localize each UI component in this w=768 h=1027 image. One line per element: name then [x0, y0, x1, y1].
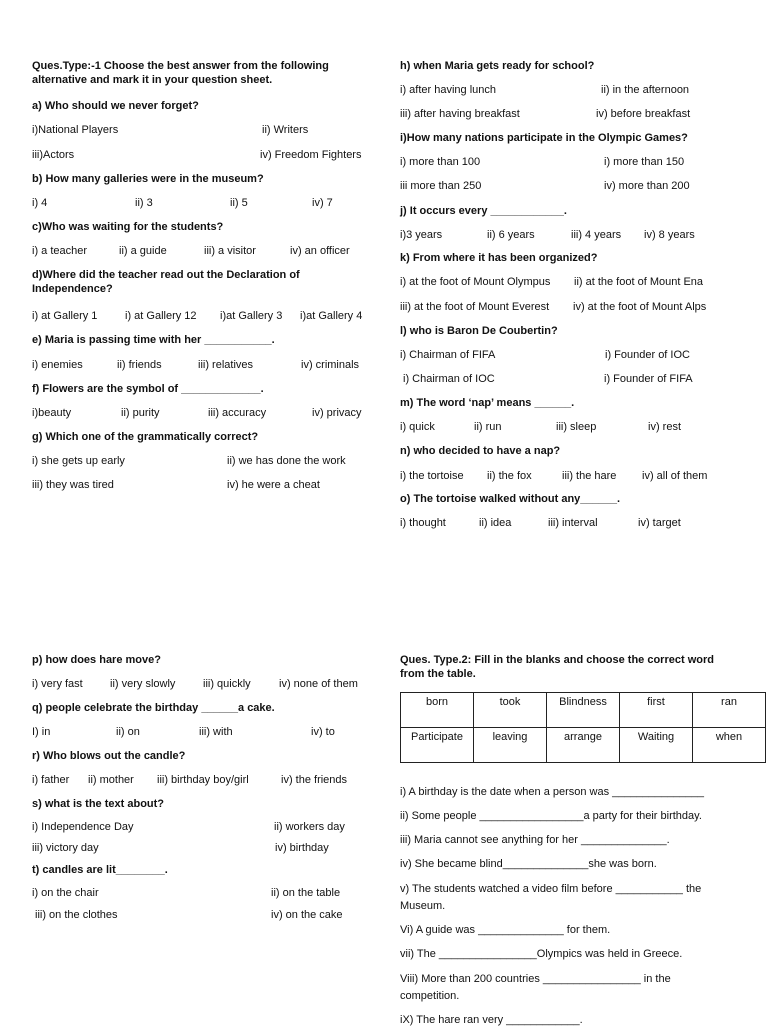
question-j: j) It occurs every ____________. — [400, 205, 567, 217]
option-a1[interactable]: i)National Players — [32, 124, 119, 136]
option-i4[interactable]: iv) more than 200 — [604, 180, 690, 192]
option-l2[interactable]: i) Founder of IOC — [605, 349, 690, 361]
fill-blank-3[interactable]: iii) Maria cannot see anything for her ______________. — [400, 834, 670, 846]
question-a: a) Who should we never forget? — [32, 100, 199, 112]
option-j3[interactable]: iii) 4 years — [571, 229, 622, 241]
option-s3[interactable]: iii) victory day — [32, 842, 99, 854]
option-j4[interactable]: iv) 8 years — [644, 229, 695, 241]
question-b: b) How many galleries were in the museum? — [32, 173, 264, 185]
option-h4[interactable]: iv) before breakfast — [596, 108, 691, 120]
option-k1[interactable]: i) at the foot of Mount Olympus — [400, 276, 551, 288]
question-n: n) who decided to have a nap? — [400, 445, 561, 457]
option-d3[interactable]: i)at Gallery 3 — [220, 310, 283, 322]
option-o1[interactable]: i) thought — [400, 517, 446, 529]
fill-blank-4[interactable]: iv) She became blind______________she was born. — [400, 858, 657, 870]
option-h3[interactable]: iii) after having breakfast — [400, 108, 520, 120]
question-s: s) what is the text about? — [32, 798, 165, 810]
question-q: q) people celebrate the birthday ______a cake. — [32, 702, 275, 714]
option-q2[interactable]: ii) on — [116, 726, 140, 738]
option-f1[interactable]: i)beauty — [32, 407, 72, 419]
option-a2[interactable]: ii) Writers — [262, 124, 309, 136]
word-table-row — [401, 693, 766, 728]
word-cell: born — [401, 693, 474, 728]
section2-header: Ques. Type.2: Fill in the blanks and choose the correct word from the table. — [400, 654, 714, 680]
option-b2[interactable]: ii) 3 — [135, 197, 153, 209]
option-r1[interactable]: i) father — [32, 774, 70, 786]
option-m2[interactable]: ii) run — [474, 421, 502, 433]
word-cell: when — [693, 728, 766, 763]
question-f: f) Flowers are the symbol of _____________. — [32, 383, 264, 395]
option-p4[interactable]: iv) none of them — [279, 678, 358, 690]
option-n3[interactable]: iii) the hare — [562, 470, 617, 482]
option-r3[interactable]: iii) birthday boy/girl — [157, 774, 249, 786]
option-f3[interactable]: iii) accuracy — [208, 407, 267, 419]
option-s4[interactable]: iv) birthday — [275, 842, 329, 854]
question-g: g) Which one of the grammatically correct? — [32, 431, 259, 443]
option-m1[interactable]: i) quick — [400, 421, 435, 433]
option-d1[interactable]: i) at Gallery 1 — [32, 310, 98, 322]
option-t4[interactable]: iv) on the cake — [271, 909, 343, 921]
option-c3[interactable]: iii) a visitor — [204, 245, 256, 257]
option-q4[interactable]: iv) to — [311, 726, 335, 738]
option-e3[interactable]: iii) relatives — [198, 359, 254, 371]
question-e: e) Maria is passing time with her ___________. — [32, 334, 275, 346]
question-l: l) who is Baron De Coubertin? — [400, 325, 558, 337]
word-cell: leaving — [474, 728, 547, 763]
option-e1[interactable]: i) enemies — [32, 359, 83, 371]
word-cell: Blindness — [547, 693, 620, 728]
question-m: m) The word ‘nap’ means ______. — [400, 397, 575, 409]
word-cell: took — [474, 693, 547, 728]
fill-blank-9[interactable]: iX) The hare ran very ____________. — [400, 1014, 583, 1026]
option-m3[interactable]: iii) sleep — [556, 421, 597, 433]
question-h: h) when Maria gets ready for school? — [400, 60, 595, 72]
option-c2[interactable]: ii) a guide — [119, 245, 167, 257]
option-b3[interactable]: ii) 5 — [230, 197, 248, 209]
option-f4[interactable]: iv) privacy — [312, 407, 362, 419]
option-t3[interactable]: iii) on the clothes — [35, 909, 118, 921]
option-c4[interactable]: iv) an officer — [290, 245, 350, 257]
fill-blank-6[interactable]: Vi) A guide was ______________ for them. — [400, 924, 611, 936]
option-i1[interactable]: i) more than 100 — [400, 156, 481, 168]
option-a3[interactable]: iii)Actors — [32, 149, 75, 161]
option-o4[interactable]: iv) target — [638, 517, 681, 529]
question-o: o) The tortoise walked without any______. — [400, 493, 621, 505]
option-p1[interactable]: i) very fast — [32, 678, 83, 690]
fill-blank-8[interactable]: Viii) More than 200 countries ________________ in the competition. — [400, 973, 671, 1002]
question-r: r) Who blows out the candle? — [32, 750, 186, 762]
option-h1[interactable]: i) after having lunch — [400, 84, 496, 96]
option-n4[interactable]: iv) all of them — [642, 470, 708, 482]
option-g3[interactable]: iii) they was tired — [32, 479, 114, 491]
option-j1[interactable]: i)3 years — [400, 229, 443, 241]
option-i2[interactable]: i) more than 150 — [604, 156, 685, 168]
option-j2[interactable]: ii) 6 years — [487, 229, 535, 241]
word-cell: Waiting — [620, 728, 693, 763]
question-k: k) From where it has been organized? — [400, 252, 598, 264]
option-t1[interactable]: i) on the chair — [32, 887, 99, 899]
word-cell: Participate — [401, 728, 474, 763]
option-e2[interactable]: ii) friends — [117, 359, 162, 371]
option-g2[interactable]: ii) we has done the work — [227, 455, 346, 467]
option-t2[interactable]: ii) on the table — [271, 887, 341, 899]
option-h2[interactable]: ii) in the afternoon — [601, 84, 690, 96]
fill-blank-2[interactable]: ii) Some people _________________a party for their birthday. — [400, 810, 702, 822]
option-k3[interactable]: iii) at the foot of Mount Everest — [400, 301, 550, 313]
option-d4[interactable]: i)at Gallery 4 — [300, 310, 363, 322]
word-table — [400, 692, 766, 763]
section1-header: Ques.Type:-1 Choose the best answer from the following alternative and mark it in your question sheet. — [32, 60, 329, 86]
question-i: i)How many nations participate in the Olympic Games? — [400, 132, 688, 144]
word-cell: first — [620, 693, 693, 728]
option-n1[interactable]: i) the tortoise — [400, 470, 464, 482]
word-cell: ran — [693, 693, 766, 728]
question-c: c)Who was waiting for the students? — [32, 221, 224, 233]
option-r4[interactable]: iv) the friends — [281, 774, 348, 786]
word-cell: arrange — [547, 728, 620, 763]
option-d2[interactable]: i) at Gallery 12 — [125, 310, 197, 322]
option-i3[interactable]: iii more than 250 — [400, 180, 482, 192]
option-m4[interactable]: iv) rest — [648, 421, 681, 433]
option-f2[interactable]: ii) purity — [121, 407, 160, 419]
option-p3[interactable]: iii) quickly — [203, 678, 251, 690]
option-p2[interactable]: ii) very slowly — [110, 678, 176, 690]
option-k4[interactable]: iv) at the foot of Mount Alps — [573, 301, 707, 313]
option-a4[interactable]: iv) Freedom Fighters — [260, 149, 362, 161]
option-s1[interactable]: i) Independence Day — [32, 821, 134, 833]
question-p: p) how does hare move? — [32, 654, 161, 666]
option-b1[interactable]: i) 4 — [32, 197, 48, 209]
option-o3[interactable]: iii) interval — [548, 517, 598, 529]
option-g1[interactable]: i) she gets up early — [32, 455, 125, 467]
option-b4[interactable]: iv) 7 — [312, 197, 333, 209]
option-q1[interactable]: I) in — [32, 726, 51, 738]
option-e4[interactable]: iv) criminals — [301, 359, 360, 371]
fill-blank-7[interactable]: vii) The ________________Olympics was held in Greece. — [400, 948, 683, 960]
option-k2[interactable]: ii) at the foot of Mount Ena — [574, 276, 704, 288]
option-l4[interactable]: i) Founder of FIFA — [604, 373, 693, 385]
option-o2[interactable]: ii) idea — [479, 517, 512, 529]
question-d: d)Where did the teacher read out the Declaration of Independence? — [32, 269, 300, 295]
option-n2[interactable]: ii) the fox — [487, 470, 532, 482]
fill-blank-1[interactable]: i) A birthday is the date when a person was _______________ — [400, 786, 704, 798]
option-l1[interactable]: i) Chairman of FIFA — [400, 349, 496, 361]
option-g4[interactable]: iv) he were a cheat — [227, 479, 320, 491]
option-r2[interactable]: ii) mother — [88, 774, 134, 786]
word-table-row — [401, 728, 766, 763]
option-s2[interactable]: ii) workers day — [274, 821, 345, 833]
option-l3[interactable]: i) Chairman of IOC — [403, 373, 495, 385]
option-c1[interactable]: i) a teacher — [32, 245, 88, 257]
fill-blank-5[interactable]: v) The students watched a video film before ___________ the Museum. — [400, 883, 702, 912]
option-q3[interactable]: iii) with — [199, 726, 233, 738]
question-t: t) candles are lit________. — [32, 864, 168, 876]
